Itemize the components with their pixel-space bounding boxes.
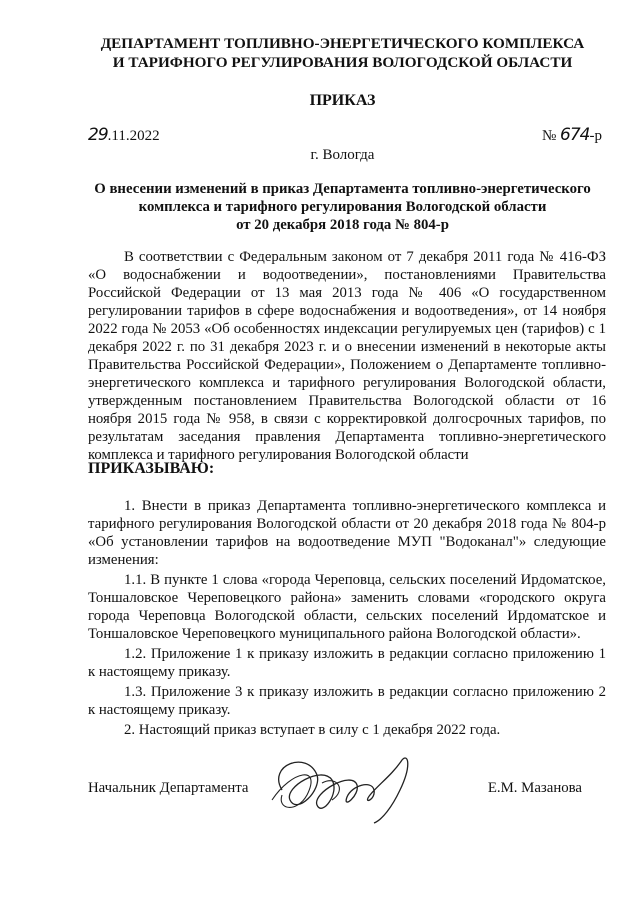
order-items (88, 497, 606, 741)
number-prefix: № (541, 128, 561, 144)
date-day-handwritten: 29 (88, 125, 108, 145)
handwritten-signature (262, 745, 432, 825)
item-1-2: 1.2. Приложение 1 к приказу изложить в редакции согласно приложению 1 к настоящему приказу. (88, 646, 606, 680)
subject-line-2: комплекса и тарифного регулирования Вологодской области (138, 199, 547, 215)
city: г. Вологда (310, 147, 375, 163)
item-2: 2. Настоящий приказ вступает в силу с 1 декабря 2022 года. (124, 722, 501, 738)
item-1: 1. Внести в приказ Департамента топливно-энергетического комплекса и тарифного регулирования Вологодской области от 20 декабря 2018 года № 804-р «Об установлении тарифов на водоотведение МУП "Водоканал"» следующие изменения: (88, 498, 606, 568)
prikazyvayu-heading: ПРИКАЗЫВАЮ: (88, 460, 215, 477)
item-1-1: 1.1. В пункте 1 слова «города Череповца, сельских поселений Ирдоматское, Тоншаловское Череповецкого района» заменить словами «городского округа города Череповца Вологодской области, сельских поселений Ирдоматское и Тоншаловское Череповецкого муниципального района Вологодской области». (88, 572, 606, 642)
date-rest: .11.2022 (107, 128, 160, 144)
header-line-1: ДЕПАРТАМЕНТ ТОПЛИВНО-ЭНЕРГЕТИЧЕСКОГО КОМПЛЕКСА (100, 35, 585, 52)
preamble-block (88, 248, 606, 464)
signatory-role: Начальник Департамента (88, 780, 249, 796)
preamble-paragraph: В соответствии с Федеральным законом от 7 декабря 2011 года № 416-ФЗ «О водоснабжении и водоотведении», постановлениями Правительства Российской Федерации от 13 мая 2013 года № 406 «О государственном регулировании тарифов в сфере водоснабжения и водоотведения», от 14 ноября 2022 года № 2053 «Об особенностях индексации регулируемых цен (тарифов) с 1 декабря 2022 г. по 31 декабря 2023 г. и о внесении изменений в некоторые акты Правительства Российской Федерации», Положением о Департаменте топливно-энергетического комплекса и тарифного регулирования Вологодской области, утвержденным постановлением Правительства Вологодской области от 16 ноября 2015 года № 958, в связи с корректировкой долгосрочных тарифов, по результатам заседания правления Департамента топливно-энергетического комплекса и тарифного регулирования Вологодской области (88, 249, 606, 463)
order-number (542, 125, 602, 145)
number-handwritten: 674 (560, 125, 590, 145)
order-subject (70, 180, 615, 234)
order-title: ПРИКАЗ (309, 92, 376, 109)
subject-line-3: от 20 декабря 2018 года № 804-р (236, 217, 449, 233)
number-suffix: -р (589, 128, 602, 144)
subject-line-1: О внесении изменений в приказ Департамента топливно-энергетического (94, 181, 591, 197)
header-line-2: И ТАРИФНОГО РЕГУЛИРОВАНИЯ ВОЛОГОДСКОЙ ОБЛАСТИ (112, 54, 573, 71)
department-header (70, 34, 615, 72)
order-date (88, 125, 160, 145)
signatory-name: Е.М. Мазанова (487, 780, 582, 796)
item-1-3: 1.3. Приложение 3 к приказу изложить в редакции согласно приложению 2 к настоящему приказу. (88, 684, 606, 718)
